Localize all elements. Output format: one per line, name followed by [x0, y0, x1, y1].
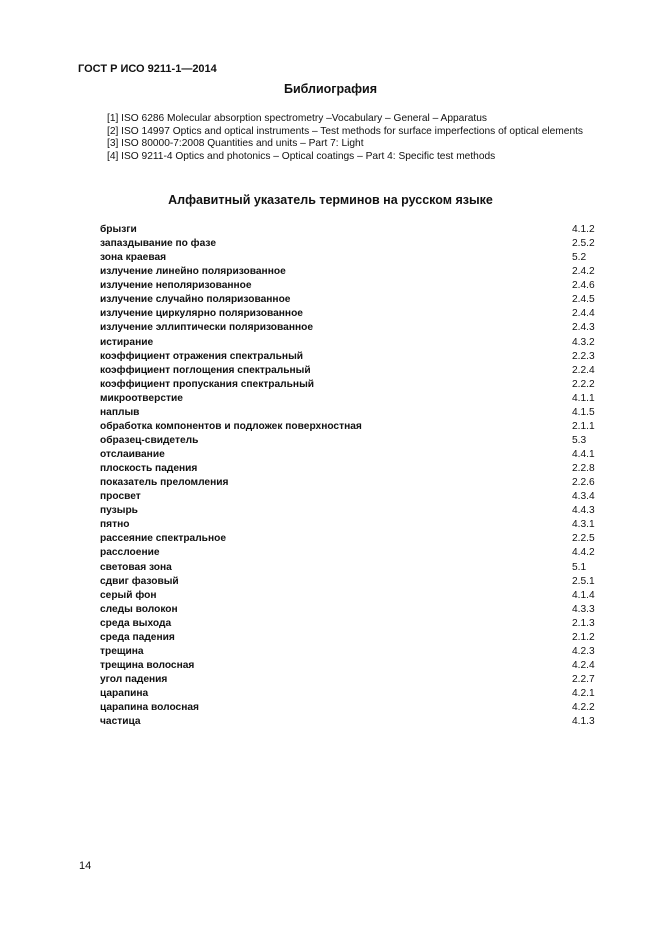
- index-term: просвет: [100, 491, 141, 503]
- index-section-number: 5.1: [572, 561, 587, 573]
- index-term: световая зона: [100, 561, 172, 573]
- index-entry: [100, 448, 600, 462]
- index-term: среда падения: [100, 631, 175, 643]
- index-section-number: 2.5.1: [572, 575, 595, 587]
- index-entry: [100, 561, 600, 575]
- index-section-number: 2.2.4: [572, 364, 595, 376]
- index-entry: [100, 589, 600, 603]
- index-section-number: 2.1.2: [572, 631, 595, 643]
- index-term: пятно: [100, 519, 130, 531]
- index-term: излучение случайно поляризованное: [100, 294, 291, 306]
- index-entry: [100, 420, 600, 434]
- index-section-number: 4.3.1: [572, 519, 595, 531]
- index-term: обработка компонентов и подложек поверхностная: [100, 420, 362, 432]
- index-term: образец-свидетель: [100, 434, 199, 446]
- document-id: ГОСТ Р ИСО 9211-1—2014: [78, 63, 217, 75]
- bibliography-title: Библиография: [283, 82, 378, 96]
- index-entry: [100, 687, 600, 701]
- index-term: пузырь: [100, 505, 138, 517]
- index-section-number: 4.1.4: [572, 589, 595, 601]
- index-term: брызги: [100, 224, 137, 235]
- index-term: царапина: [100, 688, 149, 700]
- index-term: сдвиг фазовый: [100, 575, 179, 587]
- index-term: угол падения: [100, 674, 168, 685]
- index-term: следы волокон: [100, 603, 178, 615]
- index-entry: [100, 617, 600, 631]
- bibliography-ref: [1] ISO 6286 Molecular absorption spectrometry –Vocabulary – General – Apparatus: [107, 113, 487, 124]
- index-section-number: 4.2.4: [572, 659, 595, 671]
- index-section-number: 5.3: [572, 434, 587, 446]
- bibliography-list: [107, 113, 614, 163]
- index-section-number: 2.2.5: [572, 533, 595, 545]
- index-section-number: 2.4.3: [572, 322, 595, 334]
- index-entry: [100, 392, 600, 406]
- index-entry: [100, 406, 600, 420]
- index-entry: [100, 336, 600, 350]
- index-entry: [100, 715, 600, 729]
- index-entry: [100, 476, 600, 490]
- index-section-number: 4.1.2: [572, 224, 595, 235]
- index-entry: [100, 645, 600, 659]
- index-term: рассеяние спектральное: [100, 533, 226, 545]
- index-term: зона краевая: [100, 252, 167, 264]
- index-entry: [100, 364, 600, 378]
- index-entry: [100, 223, 600, 237]
- index-entry: [100, 575, 600, 589]
- index-entry: [100, 504, 600, 518]
- index-term: серый фон: [100, 589, 157, 601]
- index-entry: [100, 279, 600, 293]
- bibliography-ref: [3] ISO 80000-7:2008 Quantities and units – Part 7: Light: [107, 138, 364, 150]
- bibliography-ref: [4] ISO 9211-4 Optics and photonics – Optical coatings – Part 4: Specific test methods: [107, 150, 496, 162]
- index-term: коэффициент отражения спектральный: [100, 350, 304, 362]
- index-section-number: 4.3.2: [572, 336, 595, 348]
- index-term: частица: [100, 716, 141, 728]
- index-term: среда выхода: [100, 617, 172, 629]
- index-term: трещина волосная: [100, 659, 195, 671]
- index-title: Алфавитный указатель терминов на русском языке: [168, 193, 493, 207]
- index-term: излучение неполяризованное: [100, 280, 252, 292]
- index-section-number: 4.1.1: [572, 392, 595, 404]
- index-term: запаздывание по фазе: [100, 238, 216, 250]
- index-section-number: 5.2: [572, 252, 587, 264]
- index-section-number: 4.4.2: [572, 547, 595, 559]
- index-section-number: 2.2.7: [572, 674, 595, 685]
- index-section-number: 2.2.2: [572, 378, 595, 390]
- index-entry: [100, 307, 600, 321]
- index-section-number: 2.2.8: [572, 463, 595, 475]
- index-section-number: 4.4.1: [572, 449, 595, 460]
- index-term: показатель преломления: [100, 477, 229, 489]
- index-term: коэффициент поглощения спектральный: [100, 364, 311, 376]
- index-entry: [100, 265, 600, 279]
- index-entry: [100, 490, 600, 504]
- index-section-number: 2.4.4: [572, 308, 595, 320]
- index-term: царапина волосная: [100, 702, 199, 714]
- term-index: [100, 223, 600, 729]
- index-section-number: 2.1.3: [572, 617, 595, 629]
- index-entry: [100, 603, 600, 617]
- index-section-number: 2.4.2: [572, 266, 595, 278]
- index-section-number: 2.2.6: [572, 477, 595, 489]
- index-section-number: 2.4.6: [572, 280, 595, 292]
- index-section-number: 4.2.3: [572, 645, 595, 657]
- index-section-number: 2.5.2: [572, 238, 595, 250]
- index-section-number: 2.4.5: [572, 294, 595, 306]
- index-term: излучение линейно поляризованное: [100, 266, 286, 278]
- index-section-number: 4.2.1: [572, 688, 595, 700]
- index-entry: [100, 546, 600, 560]
- index-term: плоскость падения: [100, 463, 198, 475]
- index-entry: [100, 518, 600, 532]
- index-entry: [100, 631, 600, 645]
- index-section-number: 4.1.3: [572, 716, 595, 728]
- bibliography-ref: [2] ISO 14997 Optics and optical instruments – Test methods for surface imperfections of optical elements: [107, 125, 584, 137]
- index-term: наплыв: [100, 406, 140, 418]
- index-term: истирание: [100, 336, 154, 348]
- index-entry: [100, 673, 600, 687]
- index-section-number: 4.4.3: [572, 505, 595, 517]
- index-entry: [100, 321, 600, 335]
- page-number: 14: [79, 860, 92, 872]
- index-entry: [100, 293, 600, 307]
- index-entry: [100, 434, 600, 448]
- index-term: отслаивание: [100, 449, 165, 460]
- index-term: трещина: [100, 645, 144, 657]
- index-section-number: 2.2.3: [572, 350, 595, 362]
- index-section-number: 2.1.1: [572, 420, 595, 432]
- index-term: микроотверстие: [100, 392, 183, 404]
- index-term: излучение эллиптически поляризованное: [100, 322, 314, 334]
- index-entry: [100, 237, 600, 251]
- index-term: излучение циркулярно поляризованное: [100, 308, 303, 320]
- index-entry: [100, 701, 600, 715]
- index-entry: [100, 532, 600, 546]
- index-section-number: 4.2.2: [572, 702, 595, 714]
- index-entry: [100, 378, 600, 392]
- index-section-number: 4.1.5: [572, 406, 595, 418]
- index-term: коэффициент пропускания спектральный: [100, 378, 315, 390]
- index-entry: [100, 462, 600, 476]
- index-term: расслоение: [100, 547, 160, 559]
- index-entry: [100, 350, 600, 364]
- index-entry: [100, 659, 600, 673]
- index-entry: [100, 251, 600, 265]
- index-section-number: 4.3.4: [572, 491, 595, 503]
- index-section-number: 4.3.3: [572, 603, 595, 615]
